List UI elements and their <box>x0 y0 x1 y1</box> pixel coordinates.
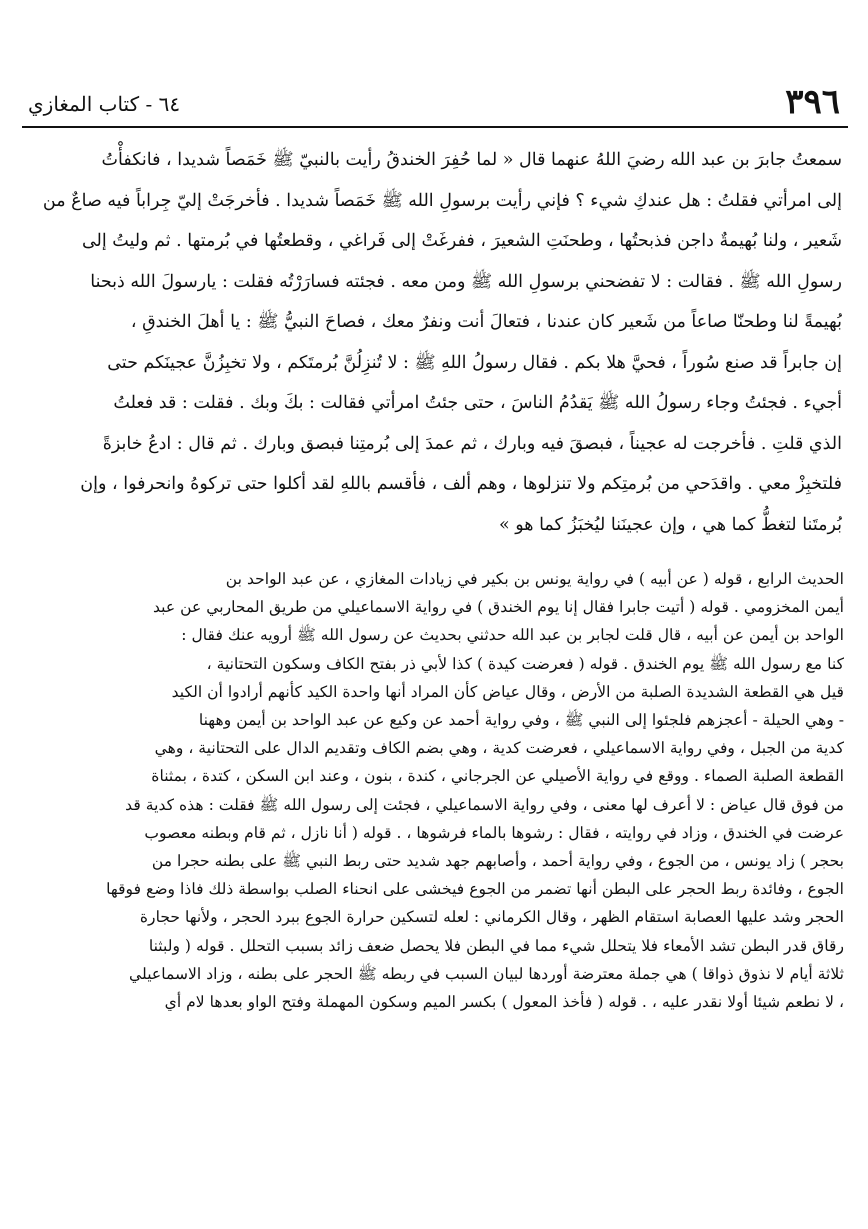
commentary-line: ، لا نطعم شيئا أولا نقدر عليه ، . قوله ( فأخذ المعول ) بكسر الميم وسكون المهملة وفتح الواو بعدها لام أي <box>164 993 844 1012</box>
commentary-line: كدية من الجبل ، وفي رواية الاسماعيلي ، فعرضت كدية ، وهي بضم الكاف وتقديم الدال على التحتانية ، وهي <box>154 739 844 758</box>
hadith-line: إلى امرأتي فقلتُ : هل عندكِ شيء ؟ فإني رأيت برسولِ الله ﷺ خَمَصاً شديدا . فأخرجَتْ إليّ جِراباً فيه صاعٌ من <box>42 190 842 211</box>
hadith-line: أجيء . فجئتُ وجاء رسولُ الله ﷺ يَقدُمُ الناسَ ، حتى جئتُ امرأتي فقالت : بكَ وبك . فقلت : قد فعلتُ <box>113 393 842 413</box>
page-header <box>22 78 848 128</box>
commentary-line: الحديث الرابع ، قوله ( عن أبيه ) في رواية يونس بن بكير في زيادات المغازي ، عن عبد الواحد بن <box>225 570 844 588</box>
hadith-line: إن جابراً قد صنع سُوراً ، فحيَّ هلا بكم . فقال رسولُ اللهِ ﷺ : لا تُنزِلُنَّ بُرمتَكم ، ولا تخبِزُنَّ عجينَكم حتى <box>107 352 842 373</box>
commentary-line: رقاق قدر البطن تشد الأمعاء فلا يتحلل شيء مما في البطن فلا يحصل ضعف زائد بسبب التحلل . قوله ( ولبثنا <box>148 936 844 955</box>
running-title: ٦٤ - كتاب المغازي <box>28 92 181 116</box>
hadith-line: بُرمتَنا لتغطُّ كما هي ، وإن عجينَنا ليُخبَزُ كما هو » <box>498 514 842 535</box>
hadith-line: بُهيمةً لنا وطحنّا صاعاً من شَعير كان عندنا ، فتعالَ أنت ونفرٌ معك ، فصاحَ النبيُّ ﷺ : يا أهلَ الخندقِ ، <box>130 312 842 332</box>
book-page <box>22 78 848 1198</box>
hadith-line: رسولِ الله ﷺ . فقالت : لا تفضحني برسولِ الله ﷺ ومن معه . فجئته فسارَرْتُه فقلت : يارسولَ الله ذبحنا <box>90 271 842 292</box>
commentary-line: عرضت في الخندق ، وزاد في روايته ، فقال : رشوها بالماء فرشوها ، . قوله ( أنا نازل ، ثم قام وبطنه معصوب <box>144 823 844 842</box>
commentary-line: من فوق قال عياض : لا أعرف لها معنى ، وفي رواية الاسماعيلي ، فجئت إلى رسول الله ﷺ فقلت : هذه كدية قد <box>125 795 844 814</box>
hadith-line: شَعير ، ولنا بُهيمةٌ داجن فذبحتُها ، وطحنَتِ الشعيرَ ، ففرغَتْ إلى فَراغي ، وقطعتُها في بُرمتها . ثم وليتُ إلى <box>81 231 842 251</box>
page-number: ٣٩٦ <box>785 82 840 122</box>
hadith-line: فلتخبِزْ معي . واقدَحي من بُرمتِكم ولا تنزلوها ، وهم ألف ، فأقسم باللهِ لقد أكلوا حتى تركوهُ وانحرفوا ، وإن <box>80 474 842 494</box>
hadith-line: سمعتُ جابرَ بن عبد الله رضيَ اللهُ عنهما قال « لما حُفِرَ الخندقُ رأيت بالنبيّ ﷺ خَمَصاً شديدا ، فانكفأْتُ <box>101 150 842 170</box>
commentary-line: الجوع ، وفائدة ربط الحجر على البطن أنها تضمر من الجوع فيخشى على انحناء الصلب بواسطة ذلك فاذا وضع فوقها <box>106 880 844 899</box>
commentary-line: ثلاثة أيام لا نذوق ذواقا ) هي جملة معترضة أوردها لبيان السبب في ربطه ﷺ الحجر على بطنه ، وزاد الاسماعيلي <box>129 964 844 983</box>
commentary-line: الواحد بن أيمن عن أبيه ، قال قلت لجابر بن عبد الله حدثني بحديث عن رسول الله ﷺ أرويه عنك فقال : <box>181 626 844 645</box>
commentary-line: كنا مع رسول الله ﷺ يوم الخندق . قوله ( فعرضت كيدة ) كذا لأبي ذر بفتح الكاف وسكون التحتانية ، <box>206 654 844 673</box>
hadith-line: الذي قلتِ . فأخرجت له عجيناً ، فبصقَ فيه وبارك ، ثم عمدَ إلى بُرمتِنا فبصق وبارك . ثم قال : ادعُ خابزةً <box>102 433 842 454</box>
commentary-line: قيل هي القطعة الشديدة الصلبة من الأرض ، وقال عياض كأن المراد أنها واحدة الكيد كأنهم أرادوا أن الكيد <box>171 682 844 701</box>
commentary-line: - وهي الحيلة - أعجزهم فلجئوا إلى النبي ﷺ ، وفي رواية أحمد عن وكيع عن عبد الواحد بن أيمن وههنا <box>198 711 844 730</box>
commentary-line: الحجر وشد عليها العصابة استقام الظهر ، وقال الكرماني : لعله لتسكين حرارة الجوع ببرد الحجر ، ولأنها حجارة <box>139 908 844 927</box>
commentary-line: أيمن المخزومي . قوله ( أتيت جابرا فقال إنا يوم الخندق ) في رواية الاسماعيلي من طريق المحاربي عن عبد <box>152 598 844 617</box>
commentary-line: بحجر ) زاد يونس ، من الجوع ، وفي رواية أحمد ، وأصابهم جهد شديد حتى ربط النبي ﷺ على بطنه حجرا من <box>151 852 844 871</box>
commentary-text <box>22 565 848 1016</box>
hadith-text <box>22 140 848 545</box>
commentary-line: القطعة الصلبة الصماء . ووقع في رواية الأصيلي عن الجرجاني ، كندة ، بنون ، وعند ابن السكن ، كتدة ، بمثناة <box>151 767 844 786</box>
